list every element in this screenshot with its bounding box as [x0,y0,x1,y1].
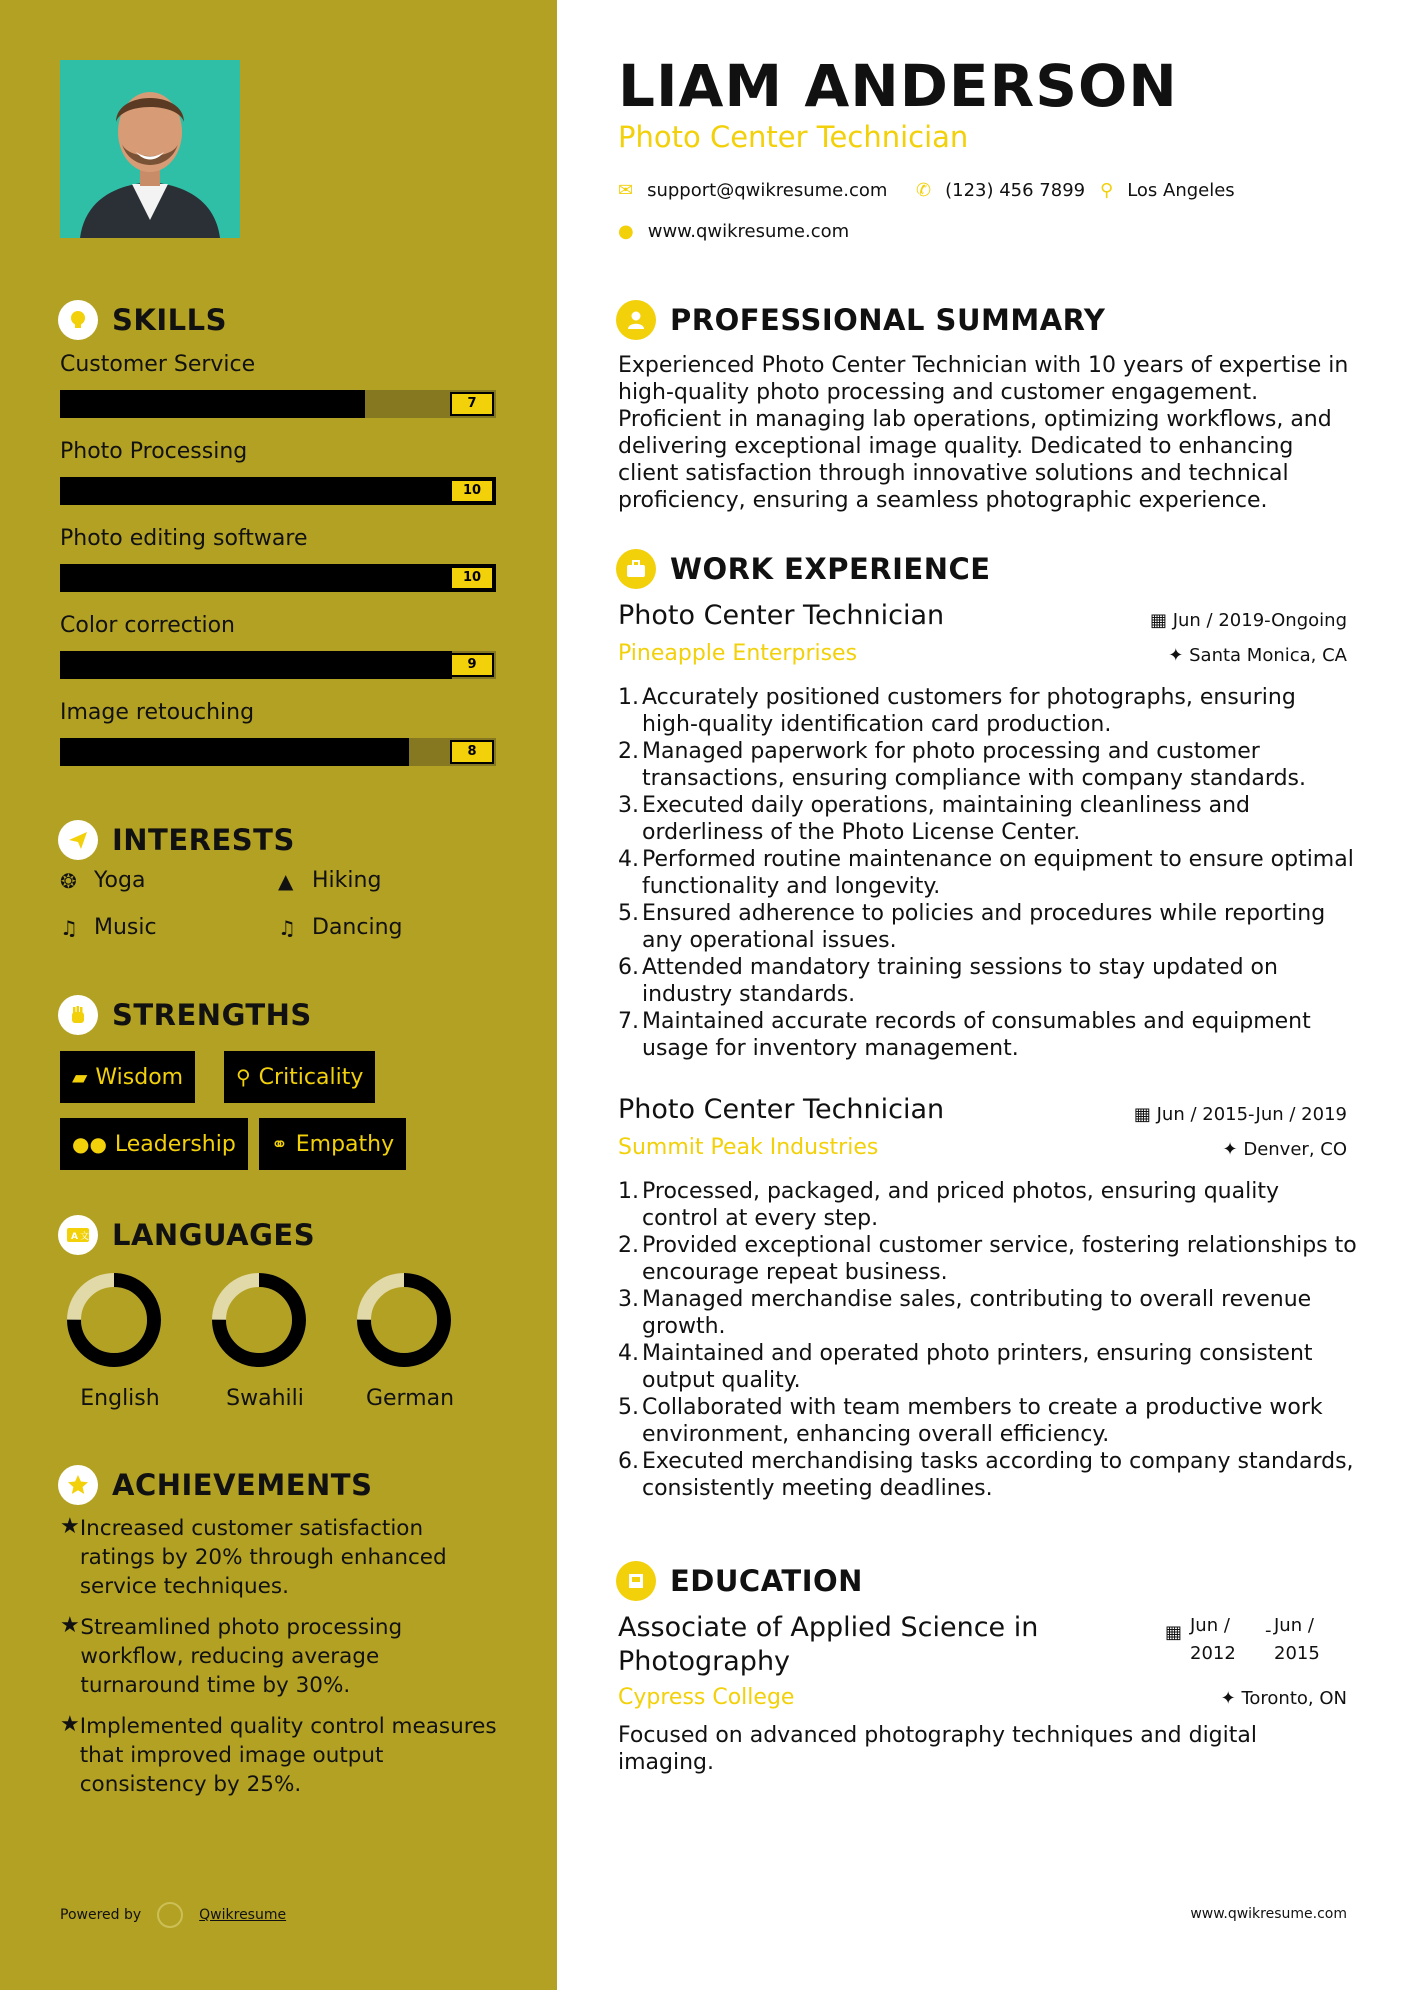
language-ring [209,1270,309,1370]
degree-line: Associate of Applied Science in [618,1612,1039,1643]
svg-text:文: 文 [80,1232,90,1242]
job-title: Photo Center Technician [618,600,945,631]
job-location-text: Denver, CO [1243,1139,1347,1160]
education-section-title [616,1561,863,1601]
calendar-icon: ▦ [1133,1104,1157,1125]
achievement-text: Increased customer satisfaction ratings by 20% through enhanced service techniques. [79,1516,447,1599]
achievements-heading: ACHIEVEMENTS [112,1468,373,1502]
achievements-section-title [58,1465,372,1505]
school-location [1221,1688,1347,1709]
candidate-role: Photo Center Technician [618,120,969,154]
skill-level-badge: 10 [450,479,494,503]
music-icon: ♫ [60,915,78,940]
job-dates [1150,610,1347,631]
skill-level-badge: 10 [450,566,494,590]
strength-chip [224,1051,375,1103]
languages-heading: LANGUAGES [112,1218,316,1252]
job-location-text: Santa Monica, CA [1189,645,1347,666]
strength-label: Wisdom [95,1064,184,1090]
skill-level-badge: 9 [450,653,494,677]
skill-bar [60,477,496,505]
skill-bar-fill [60,477,496,505]
interest-item [60,868,145,893]
language-name: German [365,1386,455,1411]
skill-bar-fill [60,390,365,418]
job-responsibilities [618,1178,1358,1502]
location-text: Los Angeles [1127,180,1235,201]
website-text[interactable]: www.qwikresume.com [647,221,850,242]
strengths-section-title [58,995,312,1035]
degree-line: Photography [618,1646,791,1677]
svg-text:A: A [71,1232,78,1242]
summary-heading: PROFESSIONAL SUMMARY [670,303,1106,337]
skill-label: Customer Service [60,352,256,377]
skill-bar-fill [60,651,452,679]
paper-plane-icon [58,820,98,860]
pin-icon: ✦ [1168,645,1190,666]
interest-label: Yoga [94,868,146,893]
list-item: 5. Collaborated with team members to create a productive work environment, enhancing overall efficiency. [618,1395,1323,1447]
graduation-icon [616,1561,656,1601]
skill-label: Photo editing software [60,526,308,551]
job-company: Summit Peak Industries [618,1135,879,1160]
yoga-icon: ❂ [60,868,77,893]
tree-icon: ▲ [278,868,294,893]
phone-contact [916,180,1085,201]
strength-chip [259,1118,406,1170]
strengths-heading: STRENGTHS [112,998,312,1032]
phone-icon: ✆ [916,180,932,201]
qwikresume-logo-icon [157,1902,183,1928]
skill-bar [60,738,496,766]
strength-label: Criticality [258,1064,364,1090]
skills-section-title [58,300,227,340]
list-item: 3. Managed merchandise sales, contributing to overall revenue growth. [618,1287,1312,1339]
job-dates-text: Jun / 2015-Jun / 2019 [1156,1104,1347,1125]
lightbulb-icon [58,300,98,340]
list-item: 1. Accurately positioned customers for photographs, ensuring high-quality identification card production. [618,685,1296,737]
star-badge-icon [58,1465,98,1505]
skill-label: Color correction [60,613,235,638]
interest-item [278,915,402,940]
strength-chip [60,1118,248,1170]
globe-icon: ● [618,221,634,242]
website-contact [618,221,849,242]
job-dates [1134,1104,1347,1125]
users-icon: ●● [72,1132,107,1156]
interest-label: Music [94,915,157,940]
interest-item [278,868,381,893]
list-item: 4. Performed routine maintenance on equipment to ensure optimal functionality and longevity. [618,847,1354,899]
phone-text: (123) 456 7899 [945,180,1086,201]
book-icon: ▰ [72,1065,88,1089]
list-item: 6. Attended mandatory training sessions to stay updated on industry standards. [618,955,1278,1007]
degree-title [618,1611,1038,1679]
skill-bar-fill [60,564,496,592]
achievement-text: Implemented quality control measures that improved image output consistency by 25%. [79,1714,497,1797]
envelope-icon: ✉ [618,180,634,201]
star-icon: ★ [60,1712,80,1737]
experience-heading: WORK EXPERIENCE [670,552,991,586]
achievement-item [60,1514,500,1601]
interests-section-title [58,820,295,860]
strength-label: Leadership [114,1131,236,1157]
briefcase-icon [616,549,656,589]
language-icon [58,1215,98,1255]
map-pin-icon: ⚲ [1100,180,1114,201]
education-end-date: Jun / 2015 [1274,1615,1320,1664]
job-responsibilities [618,684,1358,1062]
language-name: Swahili [226,1386,304,1411]
skill-bar-fill [60,738,409,766]
candidate-name: LIAM ANDERSON [618,52,1178,120]
user-icon [616,300,656,340]
language-ring [354,1270,454,1370]
list-item: 6. Executed merchandising tasks according to company standards, consistently meeting deadlines. [618,1449,1354,1501]
star-icon: ★ [60,1613,80,1638]
experience-section-title [616,549,991,589]
job-dates-text: Jun / 2019-Ongoing [1172,610,1347,631]
skills-heading: SKILLS [112,303,227,337]
skill-level-badge: 8 [450,740,494,764]
skill-bar [60,564,496,592]
brand-link[interactable]: Qwikresume [199,1907,287,1923]
job-title: Photo Center Technician [618,1094,945,1125]
date-separator: - [1265,1620,1272,1641]
pin-icon: ✦ [1220,1688,1242,1709]
summary-section-title [616,300,1105,340]
education-calendar-icon: ▦ [1165,1622,1183,1643]
achievement-text: Streamlined photo processing workflow, reducing average turnaround time by 30%. [80,1615,403,1698]
job-location [1168,645,1347,666]
interest-label: Hiking [312,868,382,893]
email-contact [618,180,887,201]
interest-item [60,915,157,940]
interests-heading: INTERESTS [112,823,295,857]
pin-icon: ✦ [1222,1139,1244,1160]
music-icon: ♫ [278,915,296,940]
summary-text: Experienced Photo Center Technician with 10 years of expertise in high-quality photo processing and customer engagement. Proficient in managing lab operations, optimizing workflows, and delivering exceptional image quality. Dedicated to enhancing client satisfaction through innovative solutions and technical proficiency, ensuring a seamless photographic experience. [618,353,1349,513]
language-ring [64,1270,164,1370]
list-item: 2. Provided exceptional customer service, fostering relationships to encourage repeat business. [618,1233,1357,1285]
skill-label: Photo Processing [60,439,248,464]
education-start-date: Jun / 2012 [1190,1615,1236,1664]
skill-bar [60,390,496,418]
email-text[interactable]: support@qwikresume.com [647,180,888,201]
footer-powered-by [60,1902,286,1928]
list-item: 3. Executed daily operations, maintaining cleanliness and orderliness of the Photo License Center. [618,793,1251,845]
handshake-icon: ⚭ [271,1132,288,1156]
achievement-item [60,1712,500,1799]
skill-label: Image retouching [60,700,255,725]
languages-section-title [58,1215,315,1255]
location-contact [1100,180,1235,201]
list-item: 7. Maintained accurate records of consumables and equipment usage for inventory management. [618,1009,1311,1061]
skill-bar [60,651,496,679]
list-item: 5. Ensured adherence to policies and procedures while reporting any operational issues. [618,901,1326,953]
powered-by-text: Powered by [60,1907,142,1923]
job-company: Pineapple Enterprises [618,641,858,666]
education-heading: EDUCATION [670,1564,863,1598]
school-name: Cypress College [618,1685,795,1710]
list-item: 2. Managed paperwork for photo processing and customer transactions, ensuring compliance with company standards. [618,739,1306,791]
interest-label: Dancing [312,915,403,940]
school-location-text: Toronto, ON [1241,1688,1347,1709]
language-name: English [80,1386,160,1411]
profile-photo [60,60,240,238]
skill-level-badge: 7 [450,392,494,416]
calendar-icon: ▦ [1149,610,1173,631]
star-icon: ★ [60,1514,80,1539]
strength-chip [60,1051,195,1103]
search-icon: ⚲ [236,1065,251,1089]
job-location [1223,1139,1347,1160]
footer-site[interactable]: www.qwikresume.com [1190,1906,1347,1922]
education-description: Focused on advanced photography techniques and digital imaging. [618,1723,1257,1775]
achievement-item [60,1613,500,1700]
hand-icon [58,995,98,1035]
strength-label: Empathy [295,1131,395,1157]
list-item: 4. Maintained and operated photo printers, ensuring consistent output quality. [618,1341,1313,1393]
list-item: 1. Processed, packaged, and priced photos, ensuring quality control at every step. [618,1179,1279,1231]
